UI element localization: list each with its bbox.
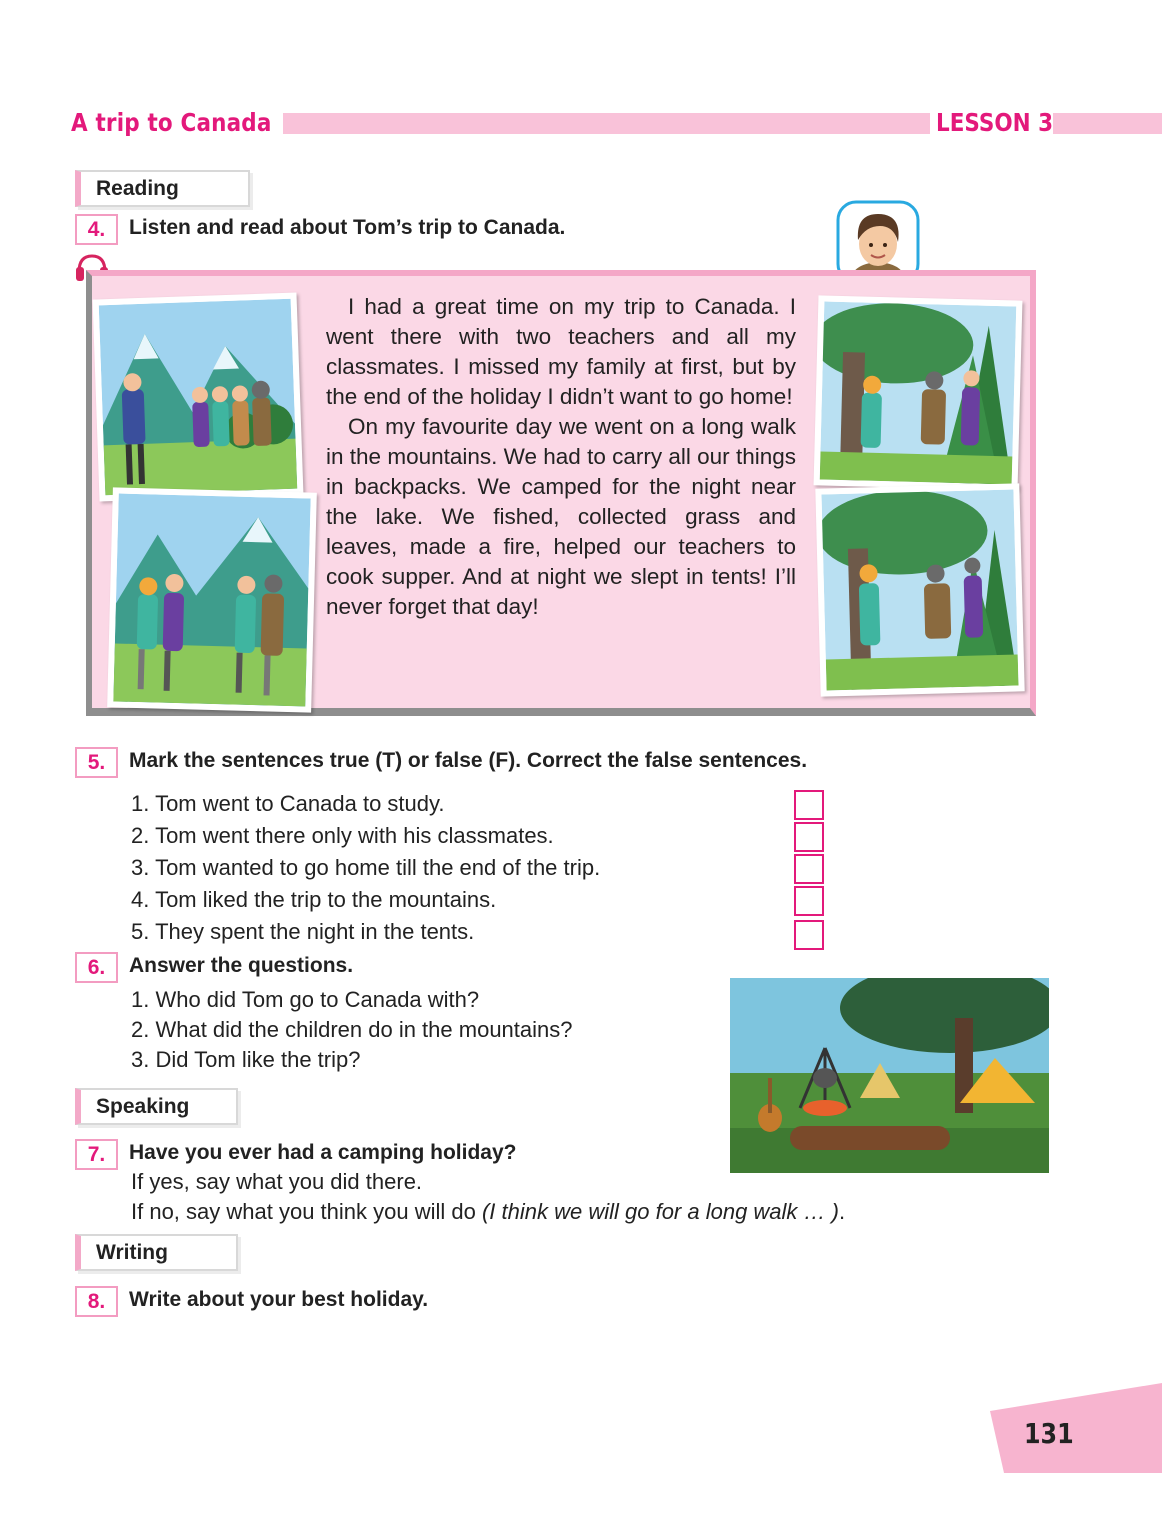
picture-hikers-talking — [107, 487, 317, 712]
tf-checkbox[interactable] — [794, 822, 824, 852]
story-paragraph: I had a great time on my trip to Canada. I went there with two teachers and all my classmates. I missed my family at first, but by the end of the holiday I didn’t want to go home! — [326, 294, 796, 409]
tf-sentence: 2. Tom went there only with his classmates. — [131, 823, 554, 848]
picture-campsite — [730, 978, 1049, 1173]
question-line: 1. Who did Tom go to Canada with? — [131, 987, 480, 1012]
section-tab-reading: Reading — [75, 170, 250, 207]
task-number: 7. — [75, 1139, 118, 1170]
question-line: 3. Did Tom like the trip? — [131, 1047, 361, 1072]
task-instruction: Have you ever had a camping holiday? — [129, 1141, 517, 1164]
page-title: A trip to Canada — [71, 108, 272, 137]
task7-line2-text: If no, say what you think you will do — [131, 1199, 482, 1224]
header-band — [283, 113, 930, 134]
task-instruction: Write about your best holiday. — [129, 1288, 429, 1311]
picture-forest-collecting — [815, 483, 1024, 696]
task-instruction: Mark the sentences true (T) or false (F). Correct the false sentences. — [129, 749, 808, 772]
task-number: 8. — [75, 1286, 118, 1317]
tf-sentence: 4. Tom liked the trip to the mountains. — [131, 887, 497, 912]
page-number-badge — [990, 1383, 1162, 1473]
tf-sentence: 3. Tom wanted to go home till the end of the trip. — [131, 855, 601, 880]
tf-sentence: 1. Tom went to Canada to study. — [131, 791, 445, 816]
tf-checkbox[interactable] — [794, 920, 824, 950]
lesson-label: LESSON 3 — [936, 108, 1054, 137]
picture-forest-tree — [814, 295, 1023, 490]
page-number: 131 — [1024, 1417, 1074, 1450]
task-instruction: Listen and read about Tom’s trip to Canada. — [129, 216, 566, 239]
story-paragraph: On my favourite day we went on a long walk in the mountains. We had to carry all our things in backpacks. We camped for the night near the lake. We fished, collected grass and leaves, made a fire, helped our teachers to cook supper. And at night we slept in tents! I’ll never forget that day! — [326, 414, 796, 619]
task-instruction: Answer the questions. — [129, 954, 354, 977]
picture-hikers-mountains — [93, 293, 304, 502]
tf-checkbox[interactable] — [794, 886, 824, 916]
section-tab-speaking: Speaking — [75, 1088, 238, 1125]
story-text — [326, 292, 796, 622]
tf-sentence: 5. They spent the night in the tents. — [131, 919, 475, 944]
task7-line2 — [131, 1199, 845, 1225]
task-number: 6. — [75, 952, 118, 983]
tf-checkbox[interactable] — [794, 790, 824, 820]
section-tab-writing: Writing — [75, 1234, 238, 1271]
task7-example: (I think we will go for a long walk … ) — [481, 1199, 839, 1224]
task7-line1: If yes, say what you did there. — [131, 1169, 423, 1194]
tf-checkbox[interactable] — [794, 854, 824, 884]
header-band-right — [1053, 113, 1162, 134]
task-number: 5. — [75, 747, 118, 778]
task-number: 4. — [75, 214, 118, 245]
task7-line2-end: . — [839, 1199, 846, 1224]
question-line: 2. What did the children do in the mountains? — [131, 1017, 573, 1042]
